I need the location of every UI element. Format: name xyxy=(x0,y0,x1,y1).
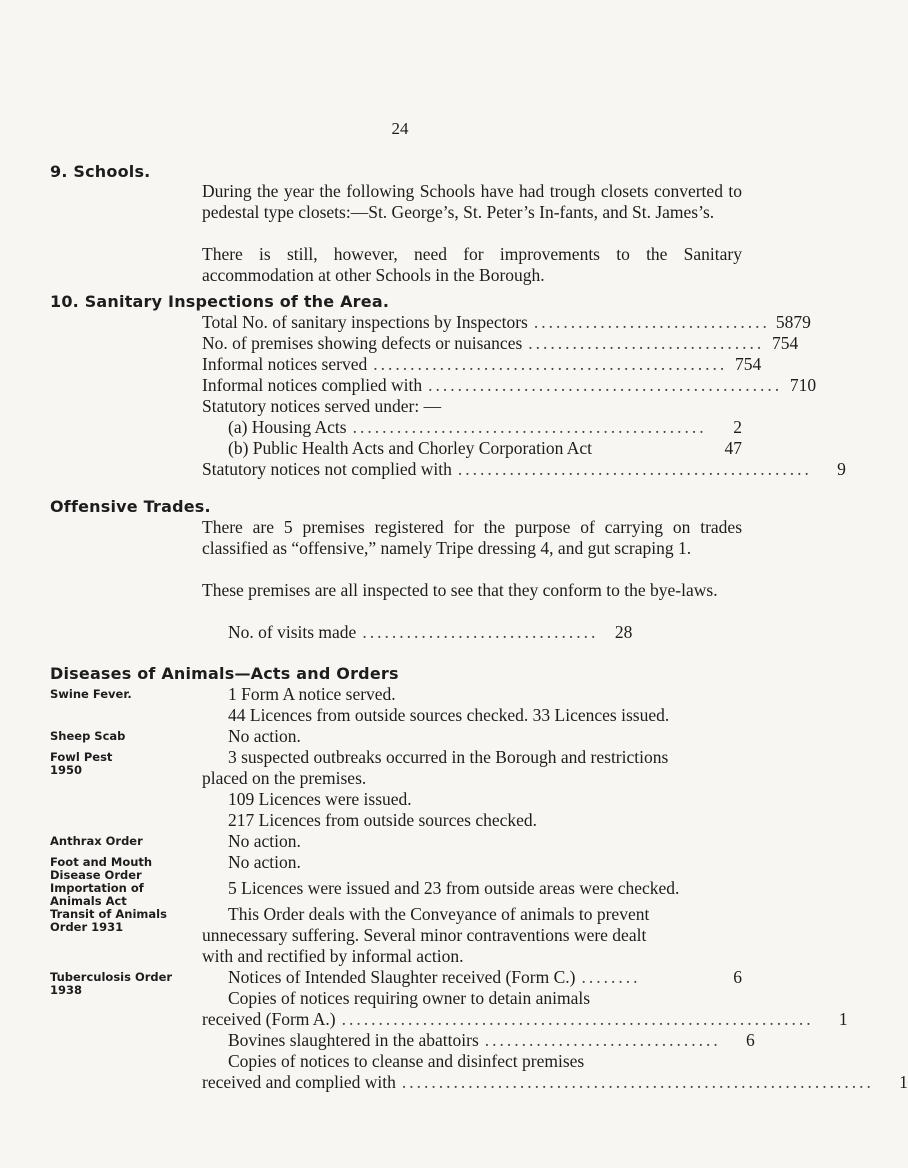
row-value: 6 xyxy=(733,967,742,987)
side-tuberculosis-year: 1938 xyxy=(50,983,83,997)
row-label: (a) Housing Acts xyxy=(228,417,347,437)
fowl-line-4: 217 Licences from outside sources checked. xyxy=(228,810,538,830)
visits-value: 28 xyxy=(614,622,633,642)
row-label: No. of premises showing defects or nuisances xyxy=(202,333,523,353)
side-sheep-scab: Sheep Scab xyxy=(50,729,126,743)
inspection-row-total: Total No. of sanitary inspections by Inspectors ................................ 5879 xyxy=(202,312,811,332)
fowl-line-3: 109 Licences were issued. xyxy=(228,789,412,809)
side-transit: Transit of Animals xyxy=(50,907,167,921)
row-label: Total No. of sanitary inspections by Inspectors xyxy=(202,312,528,332)
row-value: 754 xyxy=(734,354,762,374)
inspection-row-defects: No. of premises showing defects or nuisances ................................ 754 xyxy=(202,333,799,353)
side-swine-fever: Swine Fever. xyxy=(50,687,132,701)
row-value: 6 xyxy=(746,1030,755,1050)
fowl-line-2: placed on the premises. xyxy=(202,768,367,788)
row-value: 2 xyxy=(733,417,742,437)
transit-line-1: This Order deals with the Conveyance of animals to prevent xyxy=(228,904,650,924)
row-value: 710 xyxy=(789,375,817,395)
schools-para-2: There is still, however, need for improvements to the Sanitary accommodation at other Schools in the Borough. xyxy=(202,244,742,285)
row-value: 5879 xyxy=(775,312,811,332)
side-fowl-pest-year: 1950 xyxy=(50,763,83,777)
side-transit-order: Order 1931 xyxy=(50,920,124,934)
tb-row-form-a: received (Form A.) ................................................................ 1 xyxy=(202,1009,848,1029)
transit-line-3: with and rectified by informal action. xyxy=(202,946,464,966)
swine-line-2: 44 Licences from outside sources checked. 33 Licences issued. xyxy=(228,705,670,725)
statutory-label: Statutory notices served under: — xyxy=(202,396,442,416)
swine-line-1: 1 Form A notice served. xyxy=(228,684,396,704)
visits-row: No. of visits made ................................ 28 xyxy=(228,622,633,642)
side-anthrax-order: Anthrax Order xyxy=(50,834,143,848)
schools-para-1: During the year the following Schools have had trough closets converted to pedestal type closets:—St. George’s, St. Peter’s In-fants, and St. James’s. xyxy=(202,181,742,222)
row-value: 1 xyxy=(838,1009,848,1029)
row-label: Notices of Intended Slaughter received (Form C.) xyxy=(228,967,576,987)
row-label: Informal notices complied with xyxy=(202,375,423,395)
offensive-para-1: There are 5 premises registered for the purpose of carrying on trades classified as “offensive,” namely Tripe dressing 4, and gut scraping 1. xyxy=(202,517,742,558)
inspections-heading: 10. Sanitary Inspections of the Area. xyxy=(50,292,390,311)
foot-line: No action. xyxy=(228,852,301,872)
side-tuberculosis: Tuberculosis Order xyxy=(50,970,173,984)
row-value: 9 xyxy=(837,459,846,479)
row-label: received (Form A.) xyxy=(202,1009,336,1029)
fowl-line-1: 3 suspected outbreaks occurred in the Borough and restrictions xyxy=(228,747,669,767)
inspection-row-public-health xyxy=(228,438,742,459)
side-foot-mouth-order: Disease Order xyxy=(50,868,142,882)
side-importation: Importation of xyxy=(50,881,144,895)
inspection-row-informal-complied: Informal notices complied with ................................................ 710 xyxy=(202,375,817,395)
row-label: received and complied with xyxy=(202,1072,396,1092)
sheep-line: No action. xyxy=(228,726,301,746)
inspection-row-not-complied: Statutory notices not complied with ................................................ 9 xyxy=(202,459,846,479)
diseases-heading: Diseases of Animals—Acts and Orders xyxy=(50,664,399,683)
tb-row-4-line-1: Copies of notices to cleanse and disinfect premises xyxy=(228,1051,585,1071)
row-value: 47 xyxy=(724,438,742,458)
schools-heading: 9. Schools. xyxy=(50,162,151,181)
tb-row-intended-slaughter: Notices of Intended Slaughter received (Form C.) ........ 6 xyxy=(228,967,742,987)
side-importation-act: Animals Act xyxy=(50,894,127,908)
offensive-heading: Offensive Trades. xyxy=(50,497,211,516)
side-fowl-pest: Fowl Pest xyxy=(50,750,113,764)
inspection-row-informal-served: Informal notices served ................................................ 754 xyxy=(202,354,762,374)
row-label: (b) Public Health Acts and Chorley Corporation Act xyxy=(228,438,593,458)
tb-row-2-line-1: Copies of notices requiring owner to detain animals xyxy=(228,988,591,1008)
side-foot-mouth: Foot and Mouth xyxy=(50,855,153,869)
visits-label: No. of visits made xyxy=(228,622,357,642)
tb-row-bovines: Bovines slaughtered in the abattoirs ................................ 6 xyxy=(228,1030,755,1050)
inspection-row-housing: (a) Housing Acts ................................................ 2 xyxy=(228,417,742,437)
transit-line-2: unnecessary suffering. Several minor contraventions were dealt xyxy=(202,925,647,945)
row-label: Statutory notices not complied with xyxy=(202,459,452,479)
row-label: Informal notices served xyxy=(202,354,368,374)
page-number: 24 xyxy=(391,119,409,138)
anthrax-line: No action. xyxy=(228,831,301,851)
tb-row-cleanse: received and complied with ................................................................ 1 xyxy=(202,1072,908,1092)
row-value: 754 xyxy=(772,333,799,353)
row-value: 1 xyxy=(899,1072,908,1092)
offensive-para-2: These premises are all inspected to see that they conform to the bye-laws. xyxy=(202,580,718,600)
importation-line: 5 Licences were issued and 23 from outside areas were checked. xyxy=(228,878,680,898)
row-label: Bovines slaughtered in the abattoirs xyxy=(228,1030,479,1050)
